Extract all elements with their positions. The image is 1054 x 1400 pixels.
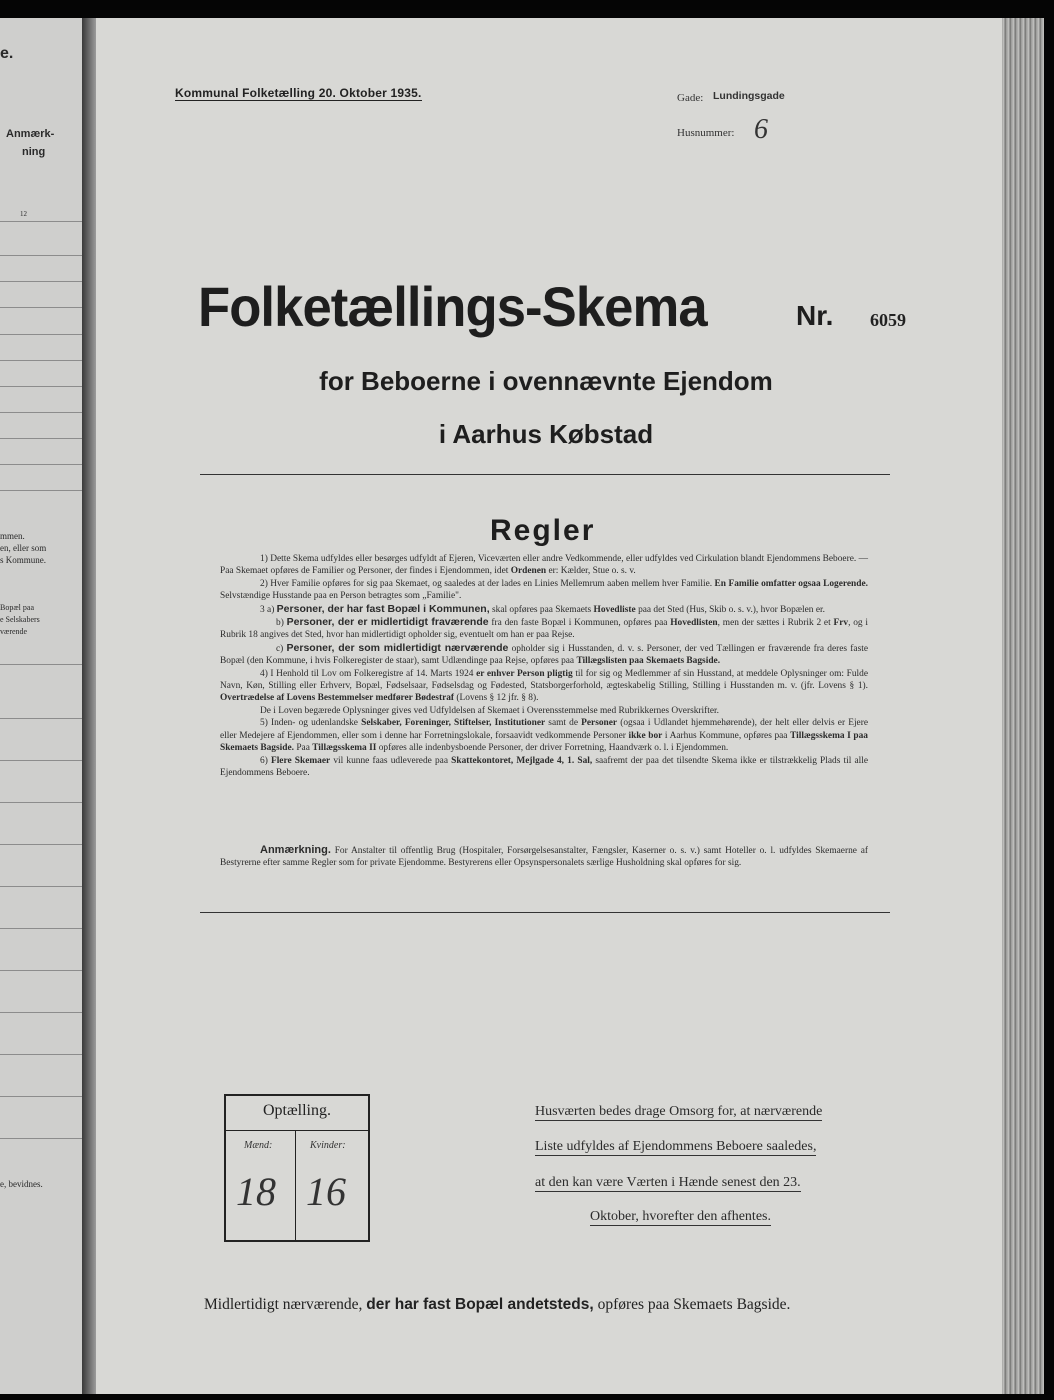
left-fragment: Anmærk- <box>6 128 55 140</box>
street-label: Gade: <box>677 92 704 104</box>
left-fragment: s Kommune. <box>0 555 46 565</box>
left-fragment: en, eller som <box>0 543 47 553</box>
form-number-label: Nr. <box>796 300 834 331</box>
divider <box>200 474 890 475</box>
remark-note: Anmærkning. For Anstalter til offentlig Brug (Hospitaler, Forsørgelsesanstalter, Fængsler, Kaserner o. s. v.) samt Hoteller o. l. udfyldes Skemaerne af Bestyrerne efter samme Regler som for private Ejendomme. Bestyrerens eller Opsynspersonalets særlige Husholdning skal opføres for sig. <box>220 844 868 869</box>
book-gutter <box>82 18 96 1394</box>
remark-label: Anmærkning. <box>260 844 331 856</box>
street-value: Lundingsgade <box>713 90 785 102</box>
left-fragment: mmen. <box>0 531 25 541</box>
left-fragment: Bopæl paa <box>0 603 34 612</box>
house-number-value: 6 <box>754 114 768 145</box>
form-subtitle-city: i Aarhus Købstad <box>438 419 654 449</box>
footer-note: Midlertidigt nærværende, der har fast Bopæl andetsteds, opføres paa Skemaets Bagside. <box>204 1296 791 1313</box>
house-number-label: Husnummer: <box>677 127 735 139</box>
left-page-fragment <box>0 18 84 1394</box>
men-count: 18 <box>236 1169 276 1214</box>
census-heading: Kommunal Folketælling 20. Oktober 1935. <box>175 86 422 100</box>
left-fragment: e. <box>0 45 14 62</box>
left-fragment: værende <box>0 627 28 636</box>
notice-line: Husværten bedes drage Omsorg for, at nærværende <box>535 1104 823 1119</box>
notice-line: at den kan være Værten i Hænde senest den 23. <box>535 1175 801 1190</box>
form-subtitle: for Beboerne i ovennævnte Ejendom <box>319 366 773 396</box>
form-number-value: 6059 <box>870 310 906 330</box>
rules-heading: Regler <box>490 514 596 547</box>
women-count: 16 <box>306 1169 346 1214</box>
notice-line: Liste udfyldes af Ejendommens Beboere saaledes, <box>535 1139 817 1154</box>
form-title: Folketællings-Skema <box>198 275 707 338</box>
page-edges <box>1002 18 1044 1394</box>
notice-line: Oktober, hvorefter den afhentes. <box>590 1209 771 1224</box>
count-box-title: Optælling. <box>262 1102 331 1119</box>
left-fragment: e Selskabers <box>0 615 40 624</box>
left-fragment: ning <box>22 146 46 158</box>
divider <box>200 912 890 913</box>
count-box <box>224 1094 370 1242</box>
left-fragment: e, bevidnes. <box>0 1179 43 1189</box>
rules-text: 1) Dette Skema udfyldes eller besørges udfyldt af Ejeren, Viceværten eller andre Vedkommende, eller udfyldes ved Cirkulation blandt Ejendommens Beboere. — Paa Skemaet opføres de Familier og Personer, der findes i Ejendommen, idet Ordenen er: Kælder, Stue o. s. v. 2) Hver Familie opføres for sig paa Skemaet, og saaledes at der lades en Linies Mellemrum aaben mellem hver Familie. En Familie omfatter ogsaa Logerende. Selvstændige Husstande paa en Person betragtes som „Familie". 3 a) Personer, der har fast Bopæl i Kommunen, skal opføres paa Skemaets Hovedliste paa det Sted (Hus, Skib o. s. v.), hvor Bopælen er. b) Personer, der er midlertidigt fraværende fra den faste Bopæl i Kommunen, opføres paa Hovedlisten, men der sættes i Rubrik 2 et Frv, og i Rubrik 18 angives det Sted, hvor han midlertidigt opholder sig, eventuelt om han er paa Rejse. c) Personer, der som midlertidigt nærværende opholder sig i Husstanden, d. v. s. Personer, der ved Tællingen er fraværende fra deres faste Bopæl (den Kommune, i hvis Folkeregister de staar), samt Udlændinge paa Rejse, opføres paa Tillægslisten paa Skemaets Bagside. 4) I Henhold til Lov om Folkeregistre af 14. Marts 1924 er enhver Person pligtig til for sig og Medlemmer af sin Husstand, at meddele Oplysninger om: Fulde Navn, Køn, Stilling eller Erhverv, Bopæl, Fødselsaar, Fødselsdag og Fødested, Statsborgerforhold, ægteskabelig Stilling, Stilling i Husstanden m. v. (jfr. Lovens § 1). Overtrædelse af Lovens Bestemmelser medfører Bødestraf (Lovens § 12 jfr. § 8). De i Loven begærede Oplysninger gives ved Udfyldelsen af Skemaet i Overensstemmelse med Rubrikkernes Overskrifter. 5) Inden- og udenlandske Selskaber, Foreninger, Stiftelser, Institutioner samt de Personer (ogsaa i Udlandet hjemmehørende), der helt eller delvis er Ejere eller Medejere af Ejendommen, eller som i denne har Forretningslokale, forsaavidt vedkommende Personer ikke bor i Aarhus Kommune, opføres paa Tillægsskema I paa Skemaets Bagside. Paa Tillægsskema II opføres alle indenbysboende Personer, der driver Forretning, Haandværk o. l. i Ejendommen. 6) Flere Skemaer vil kunne faas udleverede paa Skattekontoret, Mejlgade 4, 1. Sal, saafremt der paa det tilsendte Skema ikke er tilstrækkelig Plads til alle Ejendommens Beboere. <box>220 554 869 778</box>
women-label: Kvinder: <box>310 1140 346 1151</box>
men-label: Mænd: <box>244 1140 273 1151</box>
left-fragment: 12 <box>20 210 27 218</box>
